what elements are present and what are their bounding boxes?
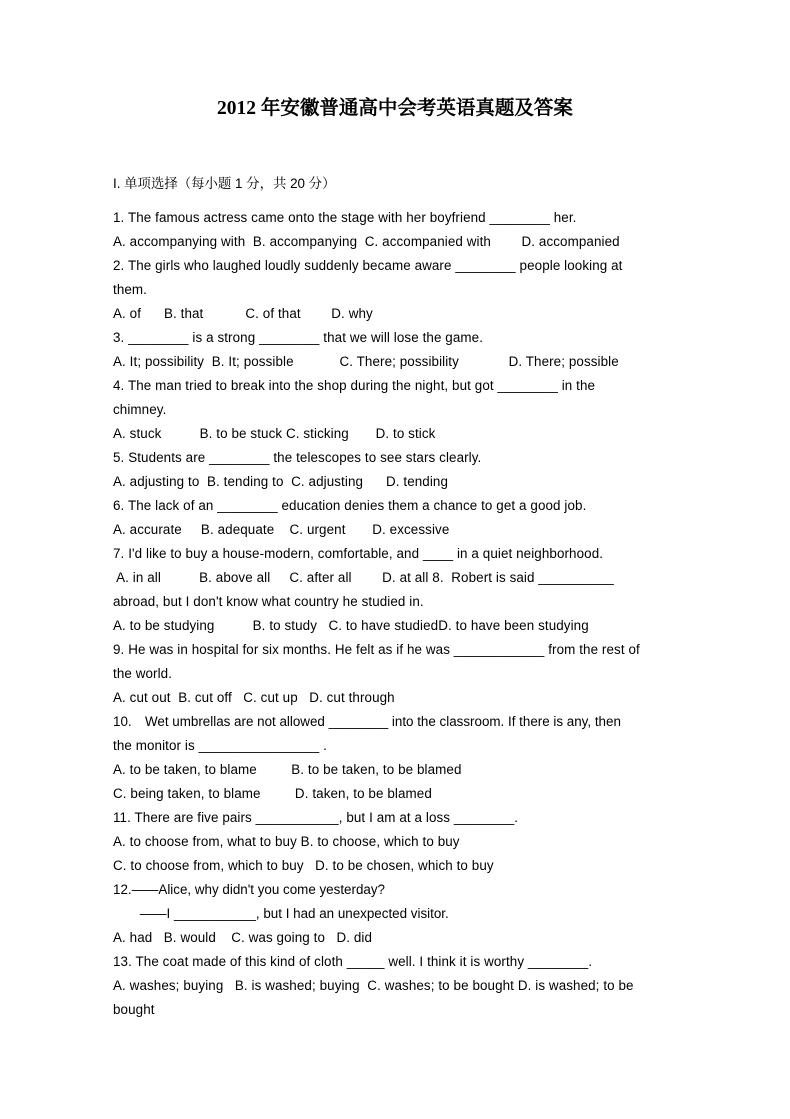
option-line: A. adjusting to B. tending to C. adjusting D. tending <box>113 474 449 489</box>
question-continuation-line: the monitor is ________________ . <box>113 738 327 753</box>
question-line: 11. There are five pairs ___________, but I am at a loss ________. <box>113 810 519 825</box>
question-line: 13. The coat made of this kind of cloth _____ well. I think it is worthy ________. <box>113 954 593 969</box>
option-line: A. cut out B. cut off C. cut up D. cut through <box>113 690 395 705</box>
option-line: A. to be studying B. to study C. to have studiedD. to have been studying <box>113 618 589 633</box>
option-line: A. in all B. above all C. after all D. at all 8. Robert is said __________ <box>113 570 614 585</box>
question-line: 10. Wet umbrellas are not allowed ________ into the classroom. If there is any, then <box>113 714 621 729</box>
option-line: C. to choose from, which to buy D. to be chosen, which to buy <box>113 858 494 873</box>
question-continuation-line: abroad, but I don't know what country he studied in. <box>113 594 424 609</box>
section-heading-multiple-choice: I. 单项选择（每小题 1 分，共 20 分） <box>113 176 336 191</box>
option-line: A. to choose from, what to buy B. to choose, which to buy <box>113 834 460 849</box>
question-line: 3. ________ is a strong ________ that we will lose the game. <box>113 330 484 345</box>
question-line: 4. The man tried to break into the shop during the night, but got ________ in the <box>113 378 596 393</box>
option-line: A. of B. that C. of that D. why <box>113 306 373 321</box>
page-title: 2012 年安徽普通高中会考英语真题及答案 <box>217 98 573 119</box>
question-continuation-line: chimney. <box>113 402 167 417</box>
question-line: 6. The lack of an ________ education denies them a chance to get a good job. <box>113 498 587 513</box>
option-line: A. It; possibility B. It; possible C. There; possibility D. There; possible <box>113 354 619 369</box>
question-continuation-line: the world. <box>113 666 173 681</box>
option-line: A. had B. would C. was going to D. did <box>113 930 373 945</box>
option-line: A. accompanying with B. accompanying C. accompanied with D. accompanied <box>113 234 620 249</box>
question-line: 9. He was in hospital for six months. He felt as if he was ____________ from the rest of <box>113 642 640 657</box>
option-line: A. washes; buying B. is washed; buying C. washes; to be bought D. is washed; to be <box>113 978 634 993</box>
option-line: A. stuck B. to be stuck C. sticking D. to stick <box>113 426 436 441</box>
question-continuation-line: ——I ___________, but I had an unexpected visitor. <box>113 906 449 921</box>
question-line: 2. The girls who laughed loudly suddenly became aware ________ people looking at <box>113 258 623 273</box>
question-continuation-line: them. <box>113 282 147 297</box>
question-line: 7. I'd like to buy a house-modern, comfortable, and ____ in a quiet neighborhood. <box>113 546 604 561</box>
option-continuation-line: bought <box>113 1002 155 1017</box>
option-line: A. to be taken, to blame B. to be taken, to be blamed <box>113 762 462 777</box>
question-line: 12.——Alice, why didn't you come yesterday? <box>113 882 385 897</box>
exam-body <box>113 172 685 1022</box>
question-line: 5. Students are ________ the telescopes to see stars clearly. <box>113 450 482 465</box>
option-line: A. accurate B. adequate C. urgent D. excessive <box>113 522 450 537</box>
option-line: C. being taken, to blame D. taken, to be blamed <box>113 786 432 801</box>
question-line: 1. The famous actress came onto the stage with her boyfriend ________ her. <box>113 210 577 225</box>
